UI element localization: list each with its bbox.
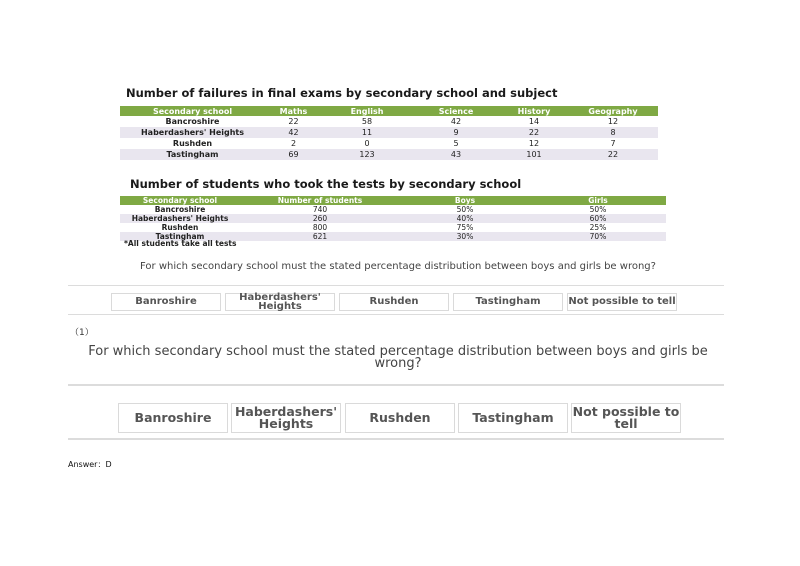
column-header: History (500, 106, 568, 116)
table-cell: 42 (265, 127, 322, 138)
table-cell: 0 (322, 138, 412, 149)
table-cell: 42 (412, 116, 500, 127)
failures-table (120, 106, 658, 160)
table-cell: Rushden (120, 138, 265, 149)
table-header-row (120, 106, 658, 116)
table-cell: 740 (240, 205, 400, 214)
table2-title: Number of students who took the tests by secondary school (130, 177, 522, 191)
students-table (120, 196, 666, 241)
question-text: For which secondary school must the stated percentage distribution between boys and girls be wrong? (88, 344, 708, 372)
option-e-button[interactable]: Not possible to tell (567, 293, 677, 311)
option-c-button[interactable]: Rushden (339, 293, 449, 311)
column-header: English (322, 106, 412, 116)
option-b-button[interactable]: Haberdashers' Heights (225, 293, 335, 311)
table-cell: 58 (322, 116, 412, 127)
table-cell: 621 (240, 232, 400, 241)
table-cell: 22 (265, 116, 322, 127)
table-cell: 60% (530, 214, 666, 223)
option-b-button[interactable]: Haberdashers' Heights (231, 403, 341, 433)
answer-text: Answer：D (68, 460, 112, 469)
table-cell: 800 (240, 223, 400, 232)
option-a-button[interactable]: Banroshire (111, 293, 221, 311)
table-header-row (120, 196, 666, 205)
column-header: Number of students (240, 196, 400, 205)
table-row (120, 205, 666, 214)
table-cell: 123 (322, 149, 412, 160)
option-c-button[interactable]: Rushden (345, 403, 455, 433)
table-cell: 11 (322, 127, 412, 138)
column-header: Secondary school (120, 196, 240, 205)
table-cell: 5 (412, 138, 500, 149)
column-header: Girls (530, 196, 666, 205)
table-cell: Bancroshire (120, 116, 265, 127)
table-cell: 101 (500, 149, 568, 160)
table-cell: Bancroshire (120, 205, 240, 214)
table-cell: 22 (568, 149, 658, 160)
column-header: Boys (400, 196, 530, 205)
table-cell: 260 (240, 214, 400, 223)
table-cell: 8 (568, 127, 658, 138)
table-cell: 2 (265, 138, 322, 149)
option-a-button[interactable]: Banroshire (118, 403, 228, 433)
table-cell: 75% (400, 223, 530, 232)
table-cell: Tastingham (120, 149, 265, 160)
table-cell: 7 (568, 138, 658, 149)
table-cell: 40% (400, 214, 530, 223)
table-cell: Haberdashers' Heights (120, 127, 265, 138)
option-d-button[interactable]: Tastingham (453, 293, 563, 311)
divider (68, 384, 724, 386)
table-cell: Tastingham (120, 232, 240, 241)
divider (68, 438, 724, 440)
divider (68, 314, 724, 315)
table-cell: 22 (500, 127, 568, 138)
question-number: （1） (70, 328, 94, 338)
table-row (120, 138, 658, 149)
table-cell: 14 (500, 116, 568, 127)
table-footnote: *All students take all tests (124, 239, 237, 248)
option-d-button[interactable]: Tastingham (458, 403, 568, 433)
table-cell: 50% (530, 205, 666, 214)
table-cell: 9 (412, 127, 500, 138)
column-header: Secondary school (120, 106, 265, 116)
table-cell: 50% (400, 205, 530, 214)
table-cell: Rushden (120, 223, 240, 232)
table-row (120, 149, 658, 160)
table-cell: 12 (568, 116, 658, 127)
table-cell: 25% (530, 223, 666, 232)
table-cell: Haberdashers' Heights (120, 214, 240, 223)
table-row (120, 223, 666, 232)
table-row (120, 116, 658, 127)
table-row (120, 214, 666, 223)
table-cell: 12 (500, 138, 568, 149)
table-cell: 43 (412, 149, 500, 160)
table-row (120, 127, 658, 138)
column-header: Geography (568, 106, 658, 116)
column-header: Science (412, 106, 500, 116)
divider (68, 285, 724, 286)
table-cell: 69 (265, 149, 322, 160)
table-cell: 70% (530, 232, 666, 241)
option-e-button[interactable]: Not possible to tell (572, 404, 680, 431)
question-text: For which secondary school must the stated percentage distribution between boys and girls be wrong? (140, 261, 656, 272)
table1-title: Number of failures in final exams by secondary school and subject (126, 86, 558, 100)
table-cell: 30% (400, 232, 530, 241)
column-header: Maths (265, 106, 322, 116)
